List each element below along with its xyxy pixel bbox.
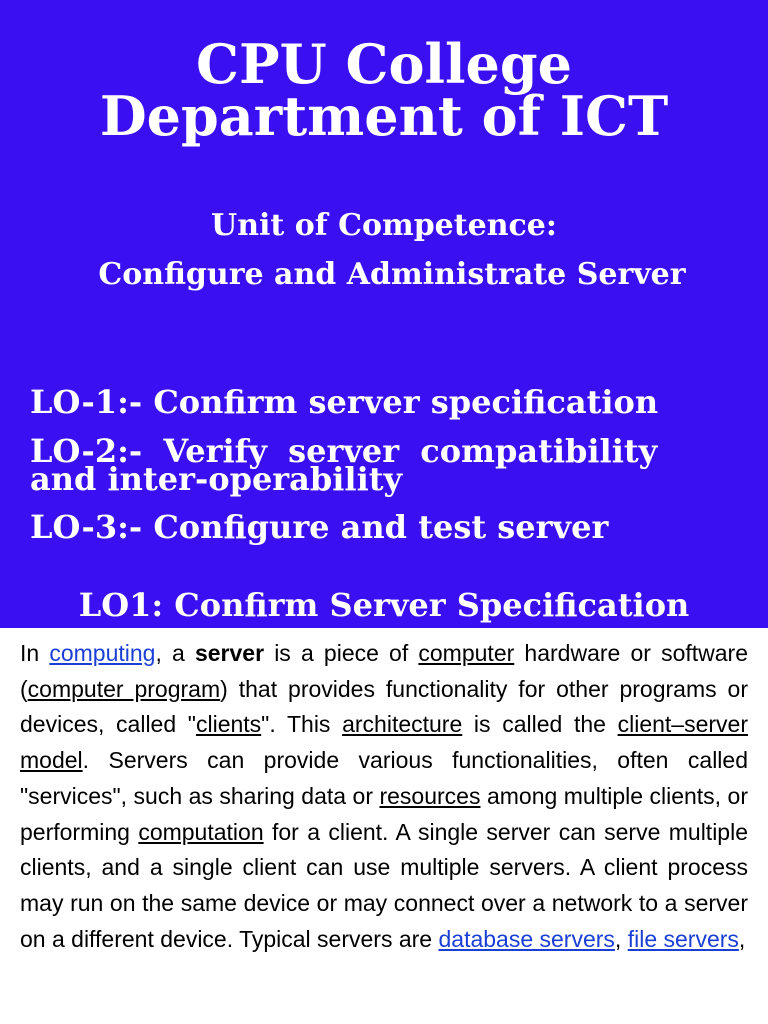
computation-link[interactable]: computation	[138, 818, 264, 845]
college-name: CPU College	[196, 32, 572, 96]
text-run: ,	[738, 925, 746, 952]
text-run: hardware or software (	[20, 640, 748, 702]
text-run: ,	[614, 925, 628, 952]
clients-link[interactable]: clients	[195, 711, 262, 738]
department-name: Department of ICT	[99, 84, 669, 148]
architecture-link[interactable]: architecture	[342, 711, 463, 738]
database-servers-link[interactable]: database servers	[438, 925, 615, 952]
text-run: for a client. A single server can serve multiple clients, and a single client can use multiple servers. A client process may run on the same device or may connect over a network to a server on a different device. Typical servers are	[20, 818, 749, 952]
computer-program-link[interactable]: computer program	[27, 675, 221, 702]
resources-link[interactable]: resources	[379, 782, 481, 809]
text-run: In	[20, 640, 50, 666]
learning-outcome-2-line-1: LO-2:- Verify server compatibility	[30, 432, 658, 470]
text-run: is a piece of	[264, 640, 419, 666]
computing-link[interactable]: computing	[49, 640, 156, 666]
text-run: is called the	[462, 711, 618, 738]
computer-link[interactable]: computer	[418, 640, 515, 666]
unit-of-competence-title: Configure and Administrate Server	[98, 257, 686, 292]
file-servers-link[interactable]: file servers	[627, 925, 739, 952]
section-heading: LO1: Confirm Server Specification	[78, 586, 690, 624]
text-run: . Servers can provide various functionalities, often called "services", such as sharing data or	[20, 747, 748, 809]
server-definition-paragraph	[20, 636, 748, 957]
text-run: ) that provides functionality for other programs or devices, called "	[20, 675, 748, 738]
learning-outcome-1: LO-1:- Confirm server specification	[30, 383, 659, 421]
text-run: among multiple clients, or performing	[20, 782, 748, 845]
text-run: ". This	[261, 711, 343, 738]
text-run: , a	[155, 640, 195, 666]
client-server-model-link[interactable]: client–server model	[20, 711, 748, 774]
learning-outcome-3: LO-3:- Configure and test server	[30, 508, 609, 546]
unit-of-competence-label: Unit of Competence:	[211, 208, 557, 243]
learning-outcome-2-line-2: and inter-operability	[30, 460, 403, 498]
server-term: server	[194, 640, 265, 666]
